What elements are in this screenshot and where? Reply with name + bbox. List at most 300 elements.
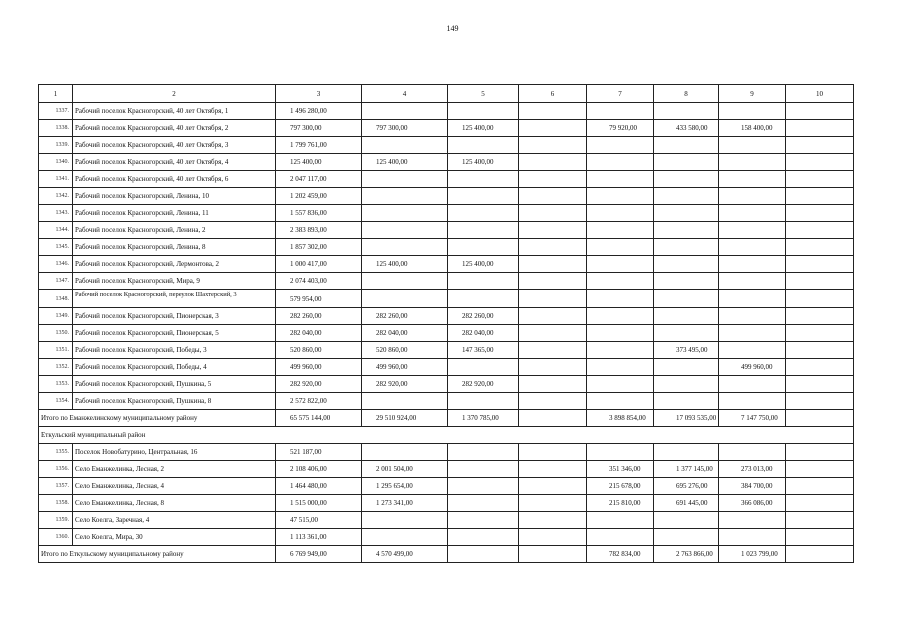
total-cell-c7: 782 834,00	[587, 546, 654, 563]
amount-cell-c5	[448, 137, 519, 154]
row-number: 1339.	[39, 137, 73, 154]
address-cell: Рабочий поселок Красногорский, Пионерская, 5	[73, 325, 276, 342]
amount-cell-c9	[719, 273, 786, 290]
amount-cell-c9: 499 960,00	[719, 359, 786, 376]
address-cell: Рабочий поселок Красногорский, 40 лет Октября, 2	[73, 120, 276, 137]
amount-cell-c7: 215 678,00	[587, 478, 654, 495]
header-cell: 2	[73, 85, 276, 103]
amount-cell-c10	[786, 290, 854, 308]
amount-cell-c3: 1 557 836,00	[276, 205, 362, 222]
row-number: 1357.	[39, 478, 73, 495]
address-cell: Рабочий поселок Красногорский, 40 лет Октября, 1	[73, 103, 276, 120]
amount-cell-c7	[587, 529, 654, 546]
amount-cell-c3: 2 074 403,00	[276, 273, 362, 290]
amount-cell-c10	[786, 325, 854, 342]
amount-cell-c4: 520 860,00	[362, 342, 448, 359]
total-cell-c8: 2 763 866,00	[654, 546, 719, 563]
amount-cell-c6	[519, 359, 587, 376]
amount-cell-c5	[448, 171, 519, 188]
amount-cell-c6	[519, 205, 587, 222]
address-cell: Рабочий поселок Красногорский, 40 лет Октября, 3	[73, 137, 276, 154]
amount-cell-c3: 1 496 280,00	[276, 103, 362, 120]
address-cell: Село Коелга, Мира, 30	[73, 529, 276, 546]
amount-cell-c4	[362, 222, 448, 239]
amount-cell-c7: 79 920,00	[587, 120, 654, 137]
amount-cell-c3: 520 860,00	[276, 342, 362, 359]
amount-cell-c4: 1 273 341,00	[362, 495, 448, 512]
amount-cell-c5	[448, 273, 519, 290]
total-label: Итого по Еманжелинскому муниципальному району	[39, 410, 276, 427]
table-row	[39, 171, 854, 188]
amount-cell-c9	[719, 512, 786, 529]
amount-cell-c9: 366 086,00	[719, 495, 786, 512]
amount-cell-c3: 579 954,00	[276, 290, 362, 308]
amount-cell-c9	[719, 256, 786, 273]
amount-cell-c9	[719, 154, 786, 171]
address-cell: Рабочий поселок Красногорский, 40 лет Октября, 6	[73, 171, 276, 188]
amount-cell-c9	[719, 171, 786, 188]
total-cell-c4: 4 570 499,00	[362, 546, 448, 563]
header-cell: 10	[786, 85, 854, 103]
table-row	[39, 529, 854, 546]
address-cell: Рабочий поселок Красногорский, Мира, 9	[73, 273, 276, 290]
row-number: 1346.	[39, 256, 73, 273]
amount-cell-c9	[719, 444, 786, 461]
amount-cell-c4: 797 300,00	[362, 120, 448, 137]
header-row	[39, 85, 854, 103]
amount-cell-c9	[719, 137, 786, 154]
amount-cell-c10	[786, 120, 854, 137]
amount-cell-c7	[587, 393, 654, 410]
amount-cell-c4	[362, 273, 448, 290]
total-cell-c5	[448, 546, 519, 563]
amount-cell-c3: 499 960,00	[276, 359, 362, 376]
amount-cell-c5: 125 400,00	[448, 154, 519, 171]
amount-cell-c7	[587, 325, 654, 342]
amount-cell-c4: 282 260,00	[362, 308, 448, 325]
table-row	[39, 512, 854, 529]
amount-cell-c9	[719, 239, 786, 256]
amount-cell-c6	[519, 171, 587, 188]
row-number: 1350.	[39, 325, 73, 342]
data-table	[38, 84, 854, 563]
address-cell: Поселок Новобатурино, Центральная, 16	[73, 444, 276, 461]
amount-cell-c8	[654, 171, 719, 188]
row-number: 1345.	[39, 239, 73, 256]
amount-cell-c7	[587, 512, 654, 529]
total-row	[39, 546, 854, 563]
amount-cell-c5	[448, 478, 519, 495]
amount-cell-c8	[654, 103, 719, 120]
amount-cell-c6	[519, 120, 587, 137]
amount-cell-c6	[519, 512, 587, 529]
address-cell: Рабочий поселок Красногорский, Ленина, 2	[73, 222, 276, 239]
amount-cell-c6	[519, 256, 587, 273]
address-cell: Рабочий поселок Красногорский, 40 лет Октября, 4	[73, 154, 276, 171]
address-cell: Село Еманжелинка, Лесная, 4	[73, 478, 276, 495]
total-cell-c9: 7 147 750,00	[719, 410, 786, 427]
row-number: 1347.	[39, 273, 73, 290]
amount-cell-c9	[719, 342, 786, 359]
amount-cell-c5: 282 920,00	[448, 376, 519, 393]
amount-cell-c9	[719, 205, 786, 222]
row-number: 1341.	[39, 171, 73, 188]
amount-cell-c4: 125 400,00	[362, 154, 448, 171]
amount-cell-c4: 282 920,00	[362, 376, 448, 393]
amount-cell-c9	[719, 222, 786, 239]
table-row	[39, 256, 854, 273]
address-cell: Рабочий поселок Красногорский, Пушкина, 5	[73, 376, 276, 393]
amount-cell-c7	[587, 273, 654, 290]
amount-cell-c10	[786, 342, 854, 359]
amount-cell-c8: 1 377 145,00	[654, 461, 719, 478]
amount-cell-c6	[519, 444, 587, 461]
amount-cell-c9: 273 013,00	[719, 461, 786, 478]
amount-cell-c6	[519, 393, 587, 410]
row-number: 1353.	[39, 376, 73, 393]
amount-cell-c4	[362, 171, 448, 188]
table-row	[39, 495, 854, 512]
amount-cell-c3: 1 857 302,00	[276, 239, 362, 256]
amount-cell-c4: 2 001 504,00	[362, 461, 448, 478]
address-cell: Рабочий поселок Красногорский, Ленина, 11	[73, 205, 276, 222]
amount-cell-c8	[654, 393, 719, 410]
amount-cell-c3: 1 202 459,00	[276, 188, 362, 205]
amount-cell-c3: 2 383 893,00	[276, 222, 362, 239]
amount-cell-c5: 282 260,00	[448, 308, 519, 325]
address-cell: Рабочий поселок Красногорский, Пушкина, 8	[73, 393, 276, 410]
amount-cell-c6	[519, 325, 587, 342]
amount-cell-c3: 521 187,00	[276, 444, 362, 461]
amount-cell-c6	[519, 137, 587, 154]
amount-cell-c5	[448, 188, 519, 205]
amount-cell-c4	[362, 393, 448, 410]
amount-cell-c8	[654, 444, 719, 461]
amount-cell-c4	[362, 290, 448, 308]
table-row	[39, 222, 854, 239]
amount-cell-c10	[786, 256, 854, 273]
amount-cell-c5	[448, 444, 519, 461]
amount-cell-c8: 695 276,00	[654, 478, 719, 495]
amount-cell-c7	[587, 188, 654, 205]
amount-cell-c4	[362, 444, 448, 461]
table-body	[39, 85, 854, 563]
amount-cell-c8	[654, 222, 719, 239]
amount-cell-c10	[786, 461, 854, 478]
amount-cell-c6	[519, 239, 587, 256]
amount-cell-c6	[519, 461, 587, 478]
amount-cell-c7	[587, 444, 654, 461]
amount-cell-c9	[719, 325, 786, 342]
table-row	[39, 239, 854, 256]
row-number: 1337.	[39, 103, 73, 120]
amount-cell-c4	[362, 512, 448, 529]
table-row	[39, 188, 854, 205]
table-row	[39, 308, 854, 325]
amount-cell-c10	[786, 512, 854, 529]
total-cell-c8: 17 093 535,00	[654, 410, 719, 427]
table-row	[39, 154, 854, 171]
amount-cell-c3: 125 400,00	[276, 154, 362, 171]
amount-cell-c7	[587, 359, 654, 376]
address-cell: Рабочий поселок Красногорский, переулок Шахтерский, 3	[73, 290, 276, 308]
address-cell: Село Коелга, Заречная, 4	[73, 512, 276, 529]
amount-cell-c5: 125 400,00	[448, 120, 519, 137]
amount-cell-c10	[786, 205, 854, 222]
amount-cell-c8	[654, 188, 719, 205]
amount-cell-c5	[448, 512, 519, 529]
amount-cell-c8: 373 495,00	[654, 342, 719, 359]
amount-cell-c6	[519, 478, 587, 495]
amount-cell-c5	[448, 290, 519, 308]
amount-cell-c5	[448, 205, 519, 222]
amount-cell-c10	[786, 137, 854, 154]
row-number: 1354.	[39, 393, 73, 410]
total-cell-c6	[519, 410, 587, 427]
row-number: 1359.	[39, 512, 73, 529]
amount-cell-c5: 147 365,00	[448, 342, 519, 359]
table-row	[39, 359, 854, 376]
amount-cell-c8	[654, 529, 719, 546]
amount-cell-c7	[587, 103, 654, 120]
amount-cell-c9	[719, 376, 786, 393]
amount-cell-c10	[786, 188, 854, 205]
amount-cell-c10	[786, 478, 854, 495]
amount-cell-c5	[448, 529, 519, 546]
amount-cell-c9	[719, 290, 786, 308]
amount-cell-c6	[519, 222, 587, 239]
table-row	[39, 376, 854, 393]
amount-cell-c5	[448, 461, 519, 478]
amount-cell-c6	[519, 273, 587, 290]
amount-cell-c3: 1 515 000,00	[276, 495, 362, 512]
amount-cell-c4: 499 960,00	[362, 359, 448, 376]
amount-cell-c8	[654, 325, 719, 342]
amount-cell-c4	[362, 205, 448, 222]
amount-cell-c5	[448, 222, 519, 239]
amount-cell-c8	[654, 512, 719, 529]
amount-cell-c8	[654, 359, 719, 376]
amount-cell-c9: 384 700,00	[719, 478, 786, 495]
total-cell-c5: 1 370 785,00	[448, 410, 519, 427]
amount-cell-c9	[719, 393, 786, 410]
amount-cell-c8: 691 445,00	[654, 495, 719, 512]
amount-cell-c6	[519, 342, 587, 359]
amount-cell-c4	[362, 239, 448, 256]
amount-cell-c3: 2 108 406,00	[276, 461, 362, 478]
header-cell: 6	[519, 85, 587, 103]
row-number: 1343.	[39, 205, 73, 222]
amount-cell-c7	[587, 308, 654, 325]
amount-cell-c3: 1 113 361,00	[276, 529, 362, 546]
row-number: 1360.	[39, 529, 73, 546]
amount-cell-c10	[786, 376, 854, 393]
row-number: 1352.	[39, 359, 73, 376]
address-cell: Рабочий поселок Красногорский, Победы, 4	[73, 359, 276, 376]
address-cell: Рабочий поселок Красногорский, Победы, 3	[73, 342, 276, 359]
total-cell-c4: 29 510 924,00	[362, 410, 448, 427]
page-number: 149	[446, 24, 459, 33]
amount-cell-c3: 2 572 822,00	[276, 393, 362, 410]
table-row	[39, 461, 854, 478]
amount-cell-c7	[587, 171, 654, 188]
amount-cell-c8	[654, 290, 719, 308]
amount-cell-c3: 1 799 761,00	[276, 137, 362, 154]
table-row	[39, 120, 854, 137]
amount-cell-c5: 125 400,00	[448, 256, 519, 273]
amount-cell-c7	[587, 205, 654, 222]
address-cell: Село Еманжелинка, Лесная, 2	[73, 461, 276, 478]
address-cell: Рабочий поселок Красногорский, Лермонтова, 2	[73, 256, 276, 273]
amount-cell-c6	[519, 308, 587, 325]
amount-cell-c10	[786, 239, 854, 256]
section-title: Еткульский муниципальный район	[39, 427, 854, 444]
amount-cell-c10	[786, 154, 854, 171]
amount-cell-c10	[786, 444, 854, 461]
address-cell: Рабочий поселок Красногорский, Ленина, 8	[73, 239, 276, 256]
amount-cell-c4: 125 400,00	[362, 256, 448, 273]
total-cell-c10	[786, 546, 854, 563]
amount-cell-c8	[654, 205, 719, 222]
amount-cell-c5	[448, 495, 519, 512]
amount-cell-c6	[519, 103, 587, 120]
amount-cell-c6	[519, 188, 587, 205]
amount-cell-c5	[448, 103, 519, 120]
table-row	[39, 290, 854, 308]
amount-cell-c4	[362, 137, 448, 154]
amount-cell-c8	[654, 308, 719, 325]
row-number: 1356.	[39, 461, 73, 478]
amount-cell-c3: 47 515,00	[276, 512, 362, 529]
row-number: 1349.	[39, 308, 73, 325]
row-number: 1348.	[39, 290, 73, 308]
header-cell: 8	[654, 85, 719, 103]
table-row	[39, 103, 854, 120]
amount-cell-c8	[654, 256, 719, 273]
header-cell: 1	[39, 85, 73, 103]
address-cell: Село Еманжелинка, Лесная, 8	[73, 495, 276, 512]
amount-cell-c3: 2 047 117,00	[276, 171, 362, 188]
amount-cell-c3: 282 920,00	[276, 376, 362, 393]
total-cell-c7: 3 898 854,00	[587, 410, 654, 427]
amount-cell-c8	[654, 273, 719, 290]
table-row	[39, 393, 854, 410]
amount-cell-c5: 282 040,00	[448, 325, 519, 342]
amount-cell-c5	[448, 239, 519, 256]
amount-cell-c7	[587, 342, 654, 359]
header-cell: 7	[587, 85, 654, 103]
row-number: 1342.	[39, 188, 73, 205]
amount-cell-c10	[786, 495, 854, 512]
amount-cell-c8	[654, 239, 719, 256]
amount-cell-c6	[519, 376, 587, 393]
amount-cell-c10	[786, 171, 854, 188]
table-row	[39, 325, 854, 342]
total-cell-c3: 6 769 949,00	[276, 546, 362, 563]
amount-cell-c5	[448, 359, 519, 376]
section-row	[39, 427, 854, 444]
amount-cell-c6	[519, 154, 587, 171]
amount-cell-c10	[786, 222, 854, 239]
row-number: 1340.	[39, 154, 73, 171]
total-cell-c3: 65 575 144,00	[276, 410, 362, 427]
total-cell-c9: 1 023 799,00	[719, 546, 786, 563]
amount-cell-c4	[362, 103, 448, 120]
amount-cell-c8	[654, 137, 719, 154]
total-cell-c6	[519, 546, 587, 563]
amount-cell-c6	[519, 529, 587, 546]
address-cell: Рабочий поселок Красногорский, Ленина, 10	[73, 188, 276, 205]
table-row	[39, 342, 854, 359]
row-number: 1344.	[39, 222, 73, 239]
amount-cell-c10	[786, 393, 854, 410]
table-row	[39, 273, 854, 290]
amount-cell-c10	[786, 103, 854, 120]
amount-cell-c7	[587, 137, 654, 154]
header-cell: 3	[276, 85, 362, 103]
amount-cell-c7	[587, 222, 654, 239]
amount-cell-c10	[786, 529, 854, 546]
header-cell: 9	[719, 85, 786, 103]
amount-cell-c7: 351 346,00	[587, 461, 654, 478]
table-row	[39, 137, 854, 154]
amount-cell-c3: 1 000 417,00	[276, 256, 362, 273]
row-number: 1351.	[39, 342, 73, 359]
amount-cell-c6	[519, 495, 587, 512]
amount-cell-c7	[587, 154, 654, 171]
amount-cell-c9: 158 400,00	[719, 120, 786, 137]
amount-cell-c4	[362, 188, 448, 205]
total-row	[39, 410, 854, 427]
amount-cell-c9	[719, 529, 786, 546]
amount-cell-c5	[448, 393, 519, 410]
table-row	[39, 444, 854, 461]
amount-cell-c8: 433 580,00	[654, 120, 719, 137]
amount-cell-c7	[587, 239, 654, 256]
row-number: 1355.	[39, 444, 73, 461]
amount-cell-c9	[719, 188, 786, 205]
amount-cell-c6	[519, 290, 587, 308]
table-row	[39, 205, 854, 222]
amount-cell-c3: 282 260,00	[276, 308, 362, 325]
amount-cell-c3: 797 300,00	[276, 120, 362, 137]
header-cell: 4	[362, 85, 448, 103]
row-number: 1338.	[39, 120, 73, 137]
total-label: Итого по Еткульскому муниципальному району	[39, 546, 276, 563]
header-cell: 5	[448, 85, 519, 103]
table-row	[39, 478, 854, 495]
amount-cell-c10	[786, 273, 854, 290]
amount-cell-c7	[587, 290, 654, 308]
total-cell-c10	[786, 410, 854, 427]
amount-cell-c8	[654, 154, 719, 171]
amount-cell-c10	[786, 359, 854, 376]
amount-cell-c4	[362, 529, 448, 546]
amount-cell-c8	[654, 376, 719, 393]
amount-cell-c7	[587, 376, 654, 393]
amount-cell-c7: 215 810,00	[587, 495, 654, 512]
amount-cell-c3: 1 464 480,00	[276, 478, 362, 495]
amount-cell-c9	[719, 103, 786, 120]
address-cell: Рабочий поселок Красногорский, Пионерская, 3	[73, 308, 276, 325]
row-number: 1358.	[39, 495, 73, 512]
amount-cell-c4: 282 040,00	[362, 325, 448, 342]
amount-cell-c10	[786, 308, 854, 325]
amount-cell-c4: 1 295 654,00	[362, 478, 448, 495]
amount-cell-c7	[587, 256, 654, 273]
amount-cell-c3: 282 040,00	[276, 325, 362, 342]
amount-cell-c9	[719, 308, 786, 325]
